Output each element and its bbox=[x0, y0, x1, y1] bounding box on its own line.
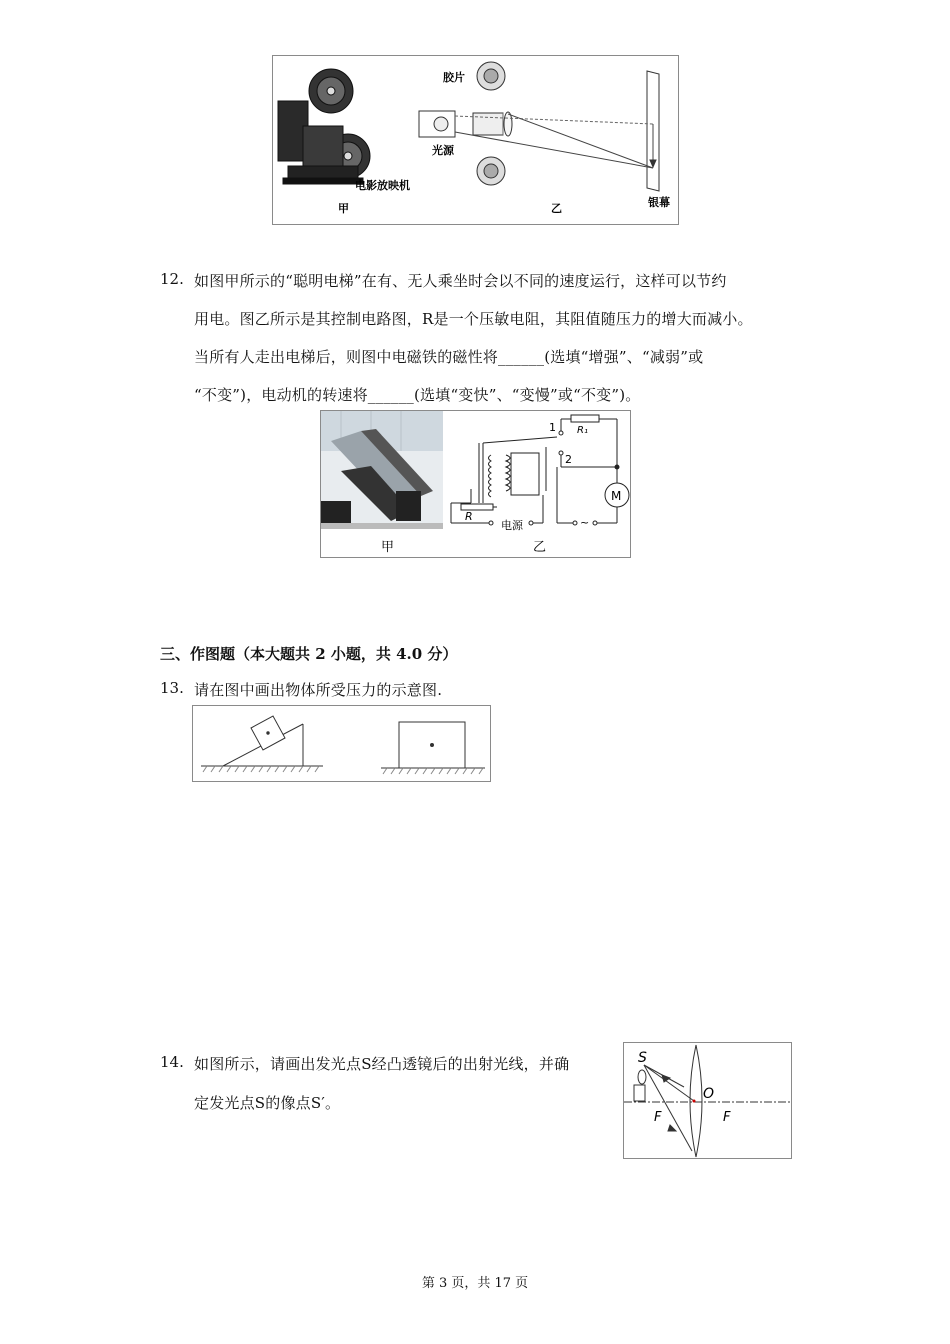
r-label: R bbox=[465, 510, 473, 523]
screen-label: 银幕 bbox=[648, 196, 670, 209]
question-12-line-1: 如图甲所示的“聪明电梯”在有、无人乘坐时会以不同的速度运行，这样可以节约 bbox=[194, 272, 727, 290]
focus-left-label: F bbox=[654, 1110, 662, 1125]
label-a: 甲 bbox=[381, 540, 395, 555]
block-on-floor bbox=[381, 722, 485, 774]
escalator-photo bbox=[321, 411, 443, 529]
label-b: 乙 bbox=[533, 540, 547, 555]
motor-label: M bbox=[611, 489, 622, 503]
film-projector-image bbox=[278, 69, 370, 184]
film-label: 胶片 bbox=[443, 71, 465, 84]
optical-center-label: O bbox=[703, 1086, 715, 1102]
section-title: 三、作图题（本大题共 2 小题，共 4.0 分） bbox=[160, 645, 458, 663]
question-14-line-2: 定发光点S的像点S′。 bbox=[194, 1094, 341, 1112]
power-source-label: 电源 bbox=[501, 519, 523, 532]
pressure-diagram bbox=[193, 706, 490, 781]
control-circuit bbox=[451, 415, 629, 525]
contact-2-label: 2 bbox=[565, 453, 572, 466]
projector-diagram bbox=[273, 56, 678, 224]
question-12-line-4: “不变”)，电动机的转速将______(选填“变快”、“变慢”或“不变”)。 bbox=[194, 386, 641, 404]
elevator-circuit-diagram bbox=[321, 411, 630, 557]
question-12-number: 12. bbox=[160, 270, 184, 288]
lens-diagram bbox=[624, 1043, 791, 1158]
label-b: 乙 bbox=[551, 202, 562, 215]
incline-with-block bbox=[201, 716, 323, 772]
ac-source-label: ~ bbox=[580, 516, 590, 529]
question-13-number: 13. bbox=[160, 679, 184, 697]
projector-label: 电影放映机 bbox=[355, 179, 410, 192]
question-13-text: 请在图中画出物体所受压力的示意图. bbox=[194, 681, 443, 699]
question-12-line-2: 用电。图乙所示是其控制电路图，R是一个压敏电阻，其阻值随压力的增大而减小。 bbox=[194, 310, 753, 328]
point-s-label: S bbox=[638, 1050, 647, 1066]
label-a: 甲 bbox=[338, 202, 349, 215]
question-14-number: 14. bbox=[160, 1053, 184, 1071]
smart-elevator-figure bbox=[320, 410, 631, 558]
pressure-force-figure bbox=[192, 705, 491, 782]
page-footer: 第 3 页，共 17 页 bbox=[421, 1276, 529, 1291]
contact-1-label: 1 bbox=[549, 421, 556, 434]
question-12-line-3: 当所有人走出电梯后，则图中电磁铁的磁性将______(选填“增强”、“减弱”或 bbox=[194, 348, 704, 366]
r1-label: R₁ bbox=[577, 425, 588, 436]
projector-figure bbox=[272, 55, 679, 225]
light-source-label: 光源 bbox=[432, 144, 454, 157]
focus-right-label: F bbox=[723, 1110, 731, 1125]
convex-lens-figure bbox=[623, 1042, 792, 1159]
question-14-line-1: 如图所示，请画出发光点S经凸透镜后的出射光线，并确 bbox=[194, 1055, 570, 1073]
